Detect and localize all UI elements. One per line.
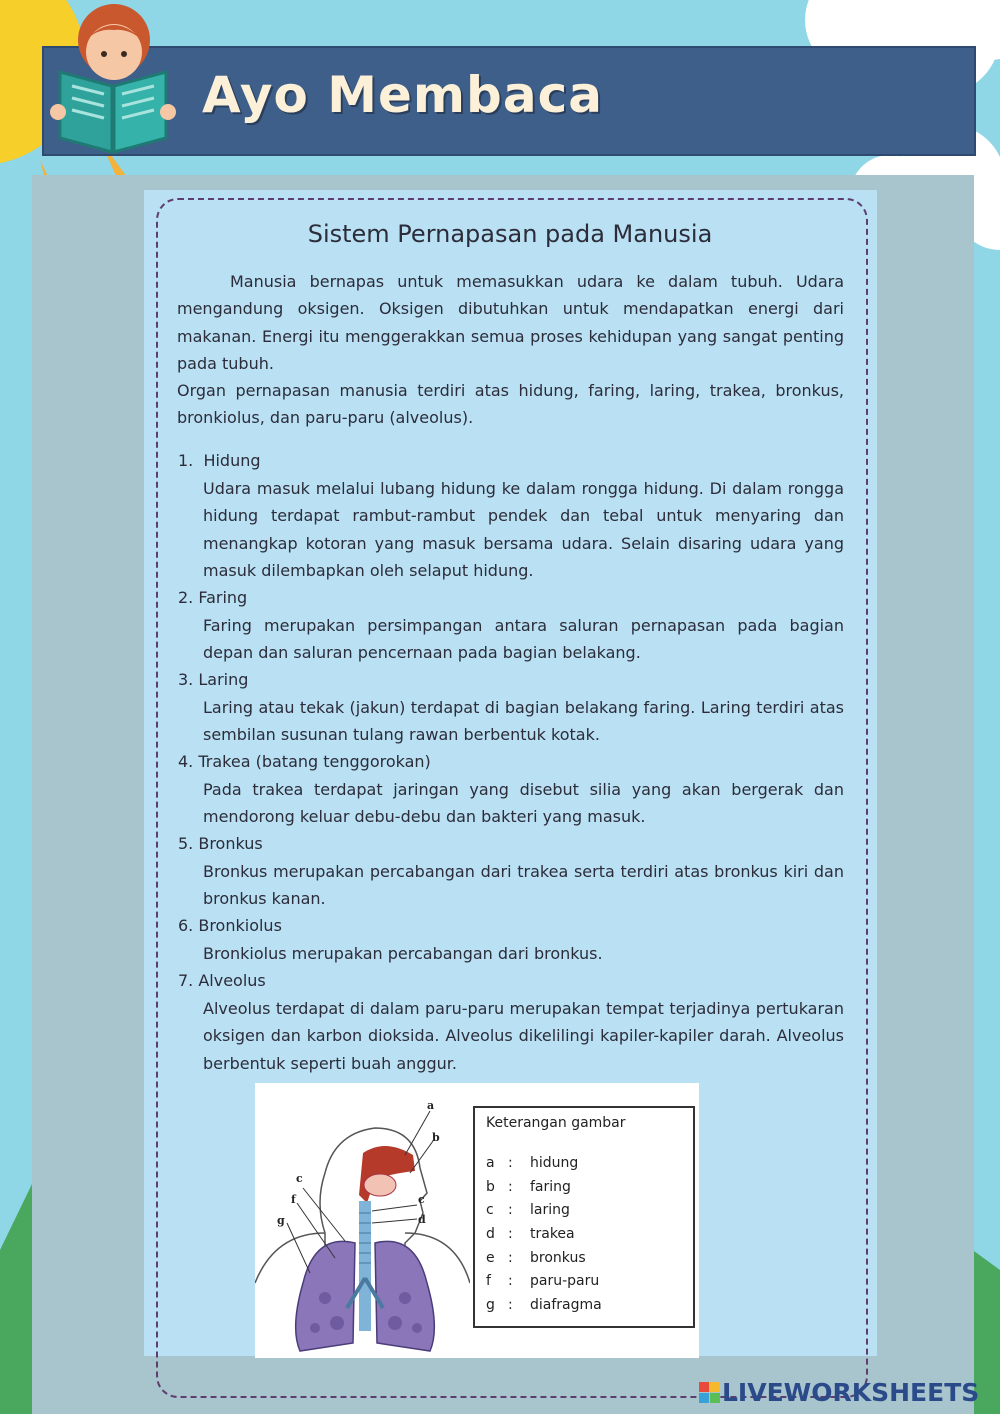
legend-row — [486, 1250, 586, 1266]
figure-label: f — [291, 1193, 296, 1206]
item-heading: 4. Trakea (batang tenggorokan) — [178, 752, 431, 771]
liveworksheets-logo-icon — [699, 1382, 720, 1403]
item-heading: 2. Faring — [178, 588, 248, 607]
legend-key: a — [486, 1155, 495, 1171]
legend-value: trakea — [530, 1226, 575, 1242]
item-heading: 7. Alveolus — [178, 971, 266, 990]
legend-row — [486, 1273, 599, 1289]
legend-key: b — [486, 1179, 495, 1195]
legend-key: f — [486, 1273, 491, 1289]
legend-row — [486, 1202, 570, 1218]
legend-title: Keterangan gambar — [486, 1115, 626, 1131]
legend-key: g — [486, 1297, 495, 1313]
item-text: Alveolus terdapat di dalam paru-paru merupakan tempat terjadinya pertukaran oksigen dan karbon dioksida. Alveolus dikelilingi kapiler-kapiler darah. Alveolus berbentuk seperti buah anggur. — [203, 999, 844, 1073]
item-heading: 5. Bronkus — [178, 834, 263, 853]
legend-sep: : — [508, 1250, 513, 1266]
document-title: Sistem Pernapasan pada Manusia — [307, 220, 713, 248]
legend-key: e — [486, 1250, 495, 1266]
legend-key: d — [486, 1226, 495, 1242]
intro-paragraph: Manusia bernapas untuk memasukkan udara ke dalam tubuh. Udara mengandung oksigen. Oksigen dibutuhkan untuk mendapatkan energi dari makanan. Energi itu menggerakkan semua proses kehidupan yang sangat penting pada tubuh. — [177, 272, 844, 373]
legend-sep: : — [508, 1202, 513, 1218]
legend-sep: : — [508, 1297, 513, 1313]
legend-row — [486, 1226, 575, 1242]
legend-key: c — [486, 1202, 494, 1218]
intro-paragraph: Organ pernapasan manusia terdiri atas hidung, faring, laring, trakea, bronkus, bronkiolus, dan paru-paru (alveolus). — [177, 381, 844, 428]
item-text: Bronkus merupakan percabangan dari trakea serta terdiri atas bronkus kiri dan bronkus kanan. — [203, 862, 844, 909]
item-heading: 6. Bronkiolus — [178, 916, 282, 935]
legend-value: diafragma — [530, 1297, 602, 1313]
legend-row — [486, 1297, 602, 1313]
figure-label: a — [427, 1099, 435, 1112]
page-title: Ayo Membaca — [202, 66, 603, 124]
legend-value: hidung — [530, 1155, 579, 1171]
legend-value: bronkus — [530, 1250, 586, 1266]
reading-child-icon — [48, 0, 178, 160]
respiratory-system-illustration — [255, 1083, 470, 1358]
item-heading: 1. Hidung — [178, 451, 261, 470]
legend-sep: : — [508, 1226, 513, 1242]
figure-label: d — [418, 1213, 426, 1226]
legend-row — [486, 1179, 571, 1195]
item-heading: 3. Laring — [178, 670, 249, 689]
legend-value: paru-paru — [530, 1273, 600, 1289]
legend-sep: : — [508, 1155, 513, 1171]
legend-value: faring — [530, 1179, 571, 1195]
legend-sep: : — [508, 1179, 513, 1195]
watermark: LIVEWORKSHEETS — [722, 1378, 980, 1407]
figure-label: b — [432, 1131, 440, 1144]
legend-row — [486, 1155, 578, 1171]
figure-label: c — [296, 1172, 303, 1185]
legend-value: laring — [530, 1202, 570, 1218]
figure-label: g — [277, 1214, 285, 1227]
legend-sep: : — [508, 1273, 513, 1289]
item-text: Bronkiolus merupakan percabangan dari bronkus. — [203, 944, 603, 963]
item-text: Udara masuk melalui lubang hidung ke dalam rongga hidung. Di dalam rongga hidung terdapat rambut-rambut pendek dan tebal untuk menyaring dan menangkap kotoran yang masuk bersama udara. Selain disaring udara yang masuk dilembapkan oleh selaput hidung. — [203, 479, 844, 580]
item-text: Faring merupakan persimpangan antara saluran pernapasan pada bagian depan dan saluran pencernaan pada bagian belakang. — [203, 616, 844, 663]
item-text: Laring atau tekak (jakun) terdapat di bagian belakang faring. Laring terdiri atas sembilan susunan tulang rawan berbentuk kotak. — [203, 698, 844, 745]
item-text: Pada trakea terdapat jaringan yang disebut silia yang akan bergerak dan mendorong keluar debu-debu dan bakteri yang masuk. — [203, 780, 844, 827]
figure-label: c — [418, 1193, 425, 1206]
